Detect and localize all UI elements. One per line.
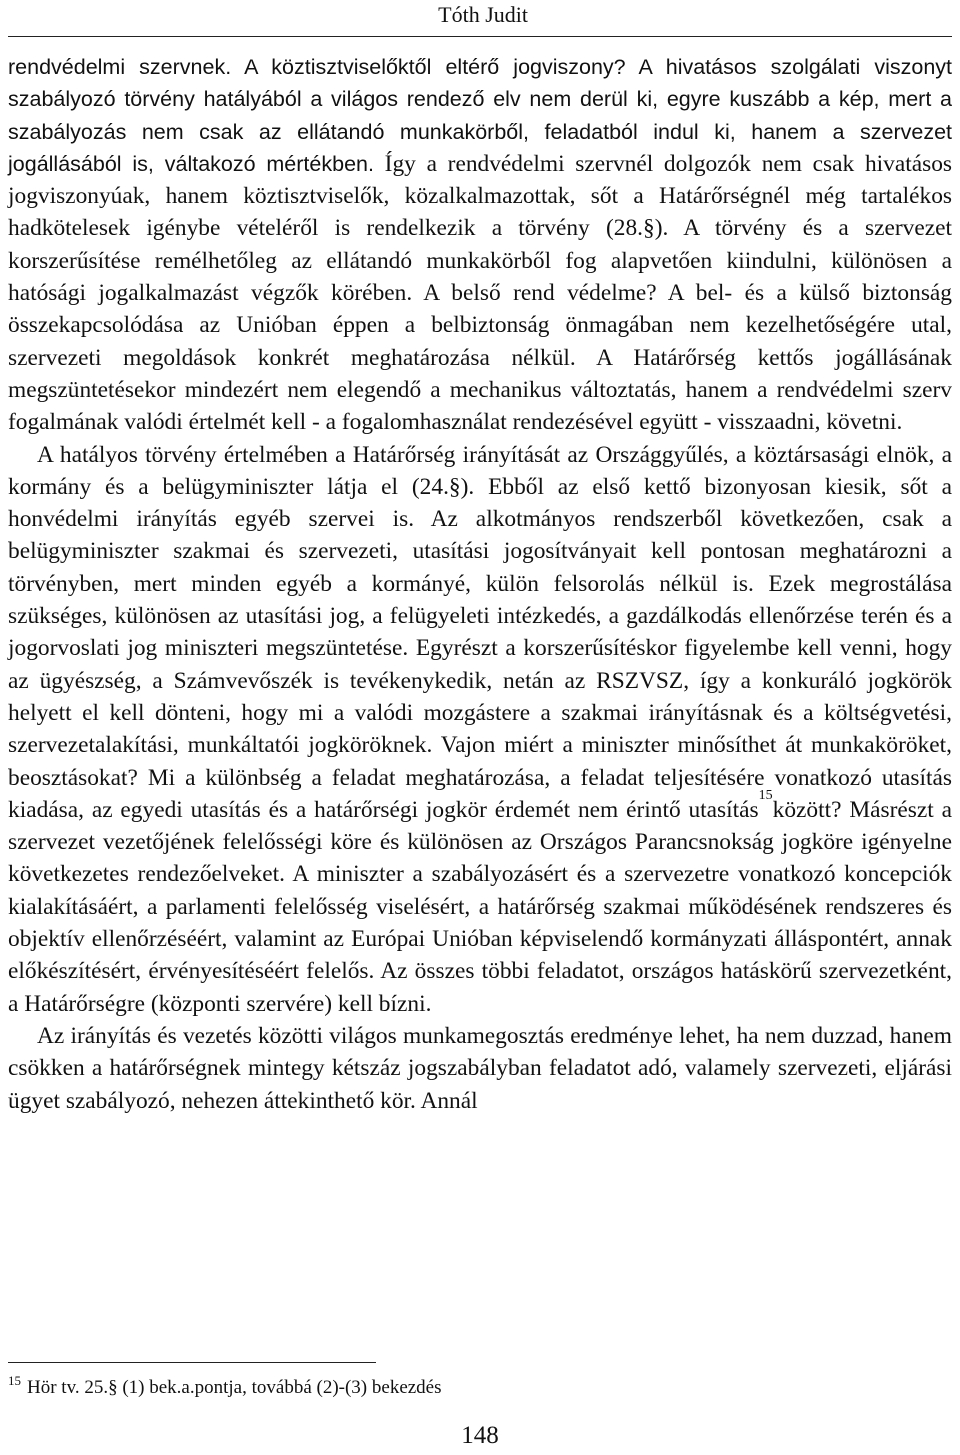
paragraph-2-run-a: A hatályos törvény értelmében a Határőrség irányítását az Országgyűlés, a köztársasági elnök, a kormány és a belügyminiszter látja el (24.§). Ebből az első kettő bizonyosan kiesik, sőt a honvédelmi irányítás egyéb szervei is. Az alkotmányos rendszerből következően, csak a belügyminiszter szakmai és szervezeti, utasítási jogosítványait kell pontosan meghatározni a törvényben, mert minden egyéb a kormányé, külön felsorolás nélkül is. Ezek megrostálása szükséges, különösen az utasítási jog, a felügyeleti intézkedés, a gazdálkodás ellenőrzése terén és a jogorvoslati jog miniszteri megszüntetése. Egyrészt a korszerűsítéskor figyelembe kell venni, hogy az ügyészség, a Számvevőszék is tevékenykedik, netán az RSZVSZ, így a konkuráló jogkörök helyett el kell dönteni, hogy mi a valódi mozgástere a szakmai irányításnak és a költségvetési, szervezetalakítási, munkáltatói jogköröknek. Vajon miért a miniszter minősíthet át munkaköröket, beosztásokat? Mi a különbség a feladat meghatározása, a feladat teljesítésére vonatkozó utasítás kiadása, az egyedi utasítás és a határőrségi jogkör érdemét nem érintő utasítás	[8, 441, 952, 823]
paragraph-1-serif-run: Így a rendvédelmi szervnél dolgozók nem csak hivatásos jogviszonyúak, hanem köztisztviselők, közalkalmazottak, sőt a Határőrségnél még tartalékos hadkötelesek igénybe vételéről is rendelkezik a törvény (28.§). A törvény és a szervezet korszerűsítése remélhetőleg az ellátandó munkakörből fog alapvetően kiindulni, különösen a hatósági jogalkalmazást végzők körében. A belső rend védelme? A bel- és a külső biztonság összekapcsolódása az Unióban éppen a belbiztonság önmagában nem kezelhetőségére utal, szervezeti megoldások konkrét meghatározása nélkül. A Határőrség kettős jogállásának megszüntetésekor mindezért nem elegendő a mechanikus változtatás, hanem a rendvédelmi szerv fogalmának valódi értelmét kell - a fogalomhasználat rendezésével együtt - visszaadni, követni.	[8, 150, 953, 436]
running-header-author: Tóth Judit	[438, 2, 528, 27]
footnote-reference: 15	[758, 788, 773, 804]
paragraph-3: Az irányítás és vezetés közötti világos munkamegosztás eredménye lehet, ha nem duzzad, hanem csökken a határőrségnek mintegy kétszáz jogszabályban feladatot adó, valamely szervezeti, eljárási ügyet szabályozó, nehezen áttekinthető kör. Annál	[8, 1022, 952, 1114]
page-number: 148	[461, 1422, 499, 1449]
footnote-rule	[8, 1362, 376, 1363]
paragraph-1	[8, 51, 952, 439]
paragraph-2-run-b: között? Másrészt a szervezet vezetőjének felelősségi köre és különösen az Országos Parancsnokság jogköre igényelne következetes rendezőelveket. A miniszter a szabályozásért és a szervezetre vonatkozó koncepciók kialakításáért, a parlamenti felelősség viselésért, a határőrség szakmai működésének rendszeres és objektív ellenőrzéséért, valamint az Európai Unióban képviselendő kormányzati álláspontért, annak előkészítésért, érvényesítéséért felelős. Az összes többi feladatot, országos hatáskörű szervezetként, a Határőrségre (központi szervére) kell bízni.	[8, 796, 952, 1017]
paragraph-1-sans-run: rendvédelmi szervnek. A köztisztviselőktől eltérő jogviszony? A hivatásos szolgálati viszonyt szabályozó törvény hatályából a világos rendező elv nem derül ki, egyre kuszább a kép, mert a szabályozás nem csak az ellátandó munkakörből, feladatból indul ki, hanem a szervezet jogállásából is, váltakozó mértékben.	[8, 55, 952, 176]
footnote-number: 15	[8, 1373, 21, 1388]
footnote	[8, 1373, 442, 1401]
footnote-text: Hör tv. 25.§ (1) bek.a.pontja, továbbá (2)-(3) bekezdés	[27, 1377, 442, 1398]
header-rule	[8, 36, 952, 37]
paragraph-2	[8, 439, 952, 1020]
body-text	[8, 51, 952, 1117]
